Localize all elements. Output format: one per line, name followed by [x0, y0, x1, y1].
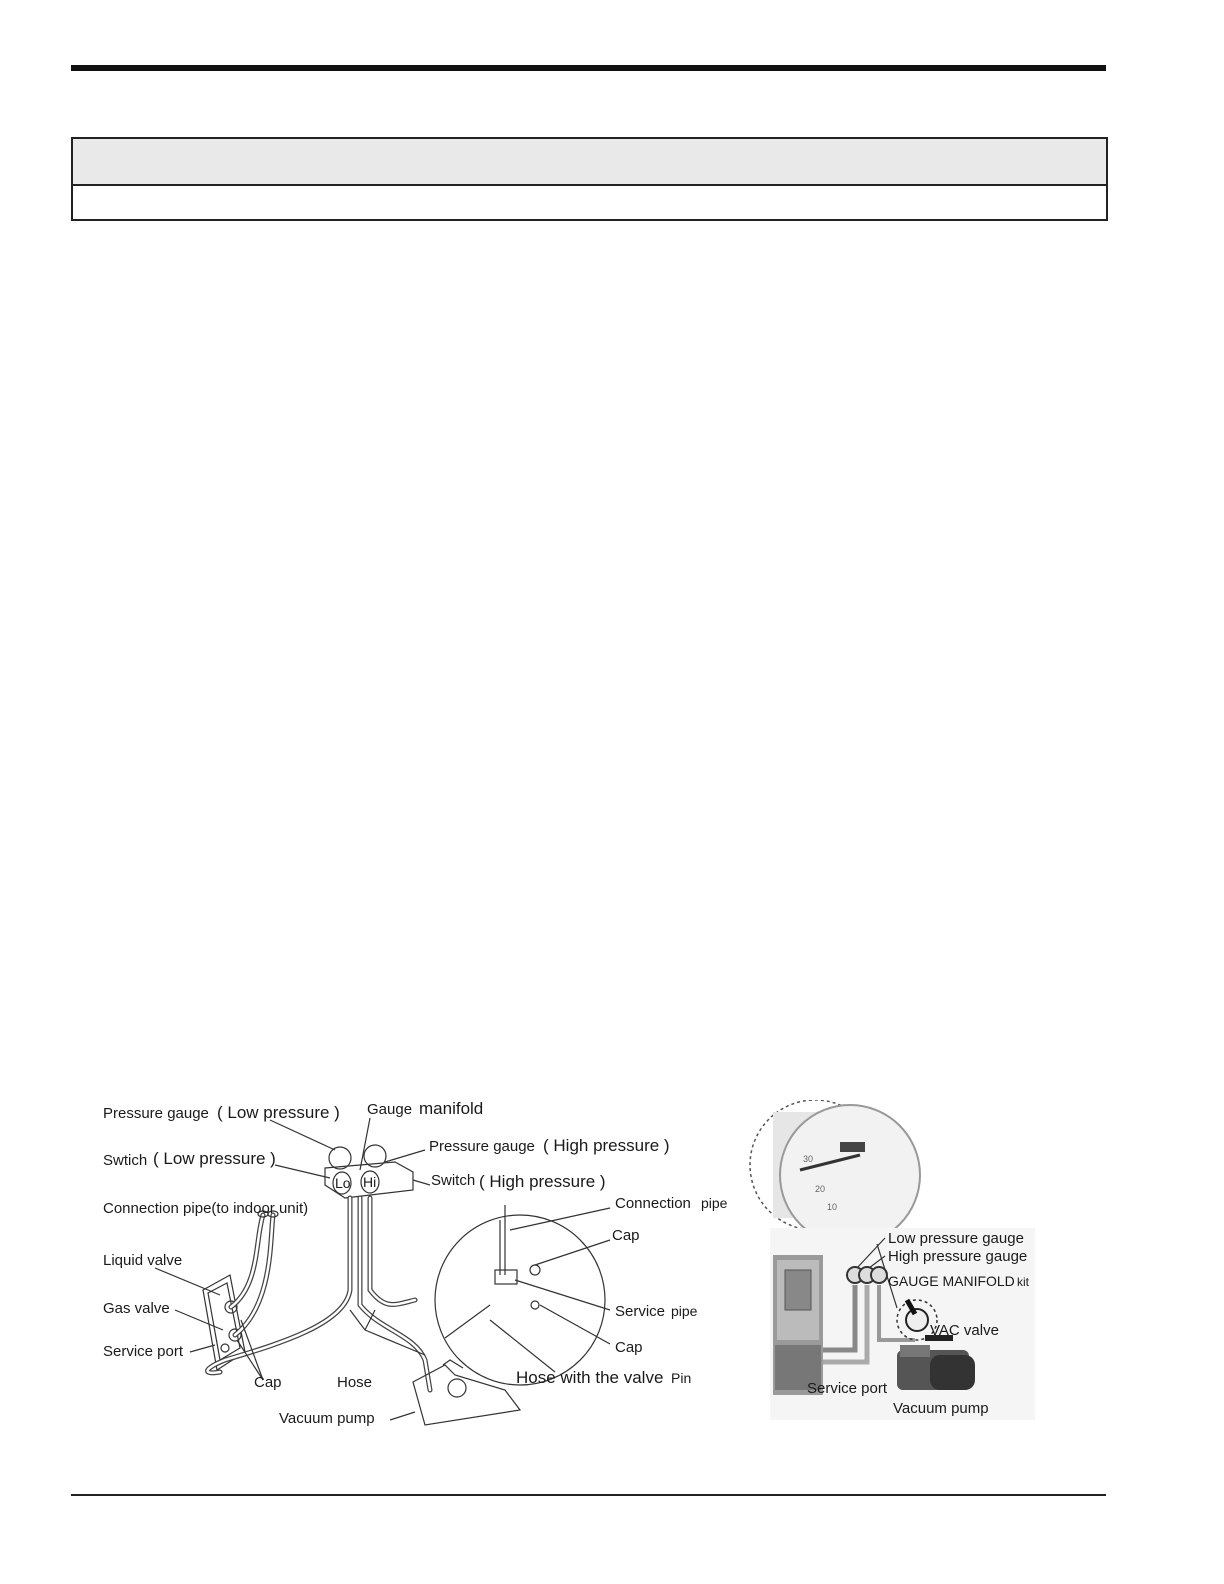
manifold-gauges: [847, 1267, 887, 1283]
magnified-gauge: [750, 1100, 920, 1245]
title-box-header: [73, 139, 1106, 186]
label-service-pipe-a: Service: [615, 1303, 666, 1320]
title-box: [71, 137, 1108, 221]
gauge-manifold-kit-diagram: [745, 1100, 1045, 1430]
gauge-lo-mark: Lo: [335, 1175, 351, 1191]
label-service-port-right: Service port: [807, 1380, 888, 1397]
label-connection-pipe-a: Connection: [615, 1195, 691, 1212]
label-cap-top: Cap: [612, 1227, 640, 1244]
label-gauge-manifold-b: manifold: [419, 1099, 484, 1118]
label-vacuum-pump: Vacuum pump: [279, 1410, 375, 1427]
title-box-subrow: [73, 186, 1106, 219]
label-liquid-valve: Liquid valve: [103, 1252, 183, 1269]
label-pressure-gauge-high: Pressure gauge: [429, 1138, 535, 1155]
label-switch-low-paren: ( Low pressure ): [153, 1149, 276, 1168]
label-connection-pipe-indoor: Connection pipe(to indoor unit): [103, 1200, 309, 1217]
svg-text:30: 30: [803, 1154, 814, 1164]
label-gauge-manifold-a: Gauge: [367, 1101, 413, 1118]
label-service-pipe-b: pipe: [671, 1303, 698, 1319]
label-connection-pipe-b: pipe: [701, 1195, 728, 1211]
label-pressure-gauge-low-paren: ( Low pressure ): [217, 1103, 340, 1122]
label-hose-valve-pin-a: Hose with the valve: [516, 1368, 664, 1387]
label-cap-bottom: Cap: [254, 1374, 282, 1391]
gauge-manifold: [325, 1145, 413, 1198]
label-switch-high-paren: ( High pressure ): [479, 1172, 606, 1191]
label-pressure-gauge-low: Pressure gauge: [103, 1105, 209, 1122]
label-hose: Hose: [337, 1374, 373, 1391]
label-high-pressure-gauge: High pressure gauge: [888, 1248, 1028, 1265]
label-gauge-manifold-kit-b: kit: [1017, 1275, 1029, 1289]
label-service-port: Service port: [103, 1343, 184, 1360]
vacuum-evacuation-diagram: [95, 1090, 745, 1440]
label-cap-right: Cap: [615, 1339, 643, 1356]
label-switch-low: Swtich: [103, 1152, 148, 1169]
outdoor-unit: [773, 1255, 823, 1395]
svg-text:10: 10: [827, 1202, 838, 1212]
top-rule: [71, 65, 1106, 71]
detail-circle: [435, 1205, 605, 1385]
label-vac-valve: VAC valve: [930, 1322, 999, 1339]
gauge-hi-mark: Hi: [363, 1174, 377, 1190]
bottom-rule: [71, 1494, 1106, 1496]
label-vacuum-pump-right: Vacuum pump: [893, 1400, 989, 1417]
label-low-pressure-gauge: Low pressure gauge: [888, 1230, 1024, 1247]
label-gauge-manifold-kit-a: GAUGE MANIFOLD: [888, 1273, 1015, 1289]
label-switch-high: Switch: [431, 1172, 476, 1189]
label-pressure-gauge-high-paren: ( High pressure ): [543, 1136, 670, 1155]
svg-text:20: 20: [815, 1184, 826, 1194]
label-hose-valve-pin-b: Pin: [671, 1370, 692, 1386]
label-gas-valve: Gas valve: [103, 1300, 170, 1317]
vacuum-pump-photo: [897, 1345, 975, 1390]
